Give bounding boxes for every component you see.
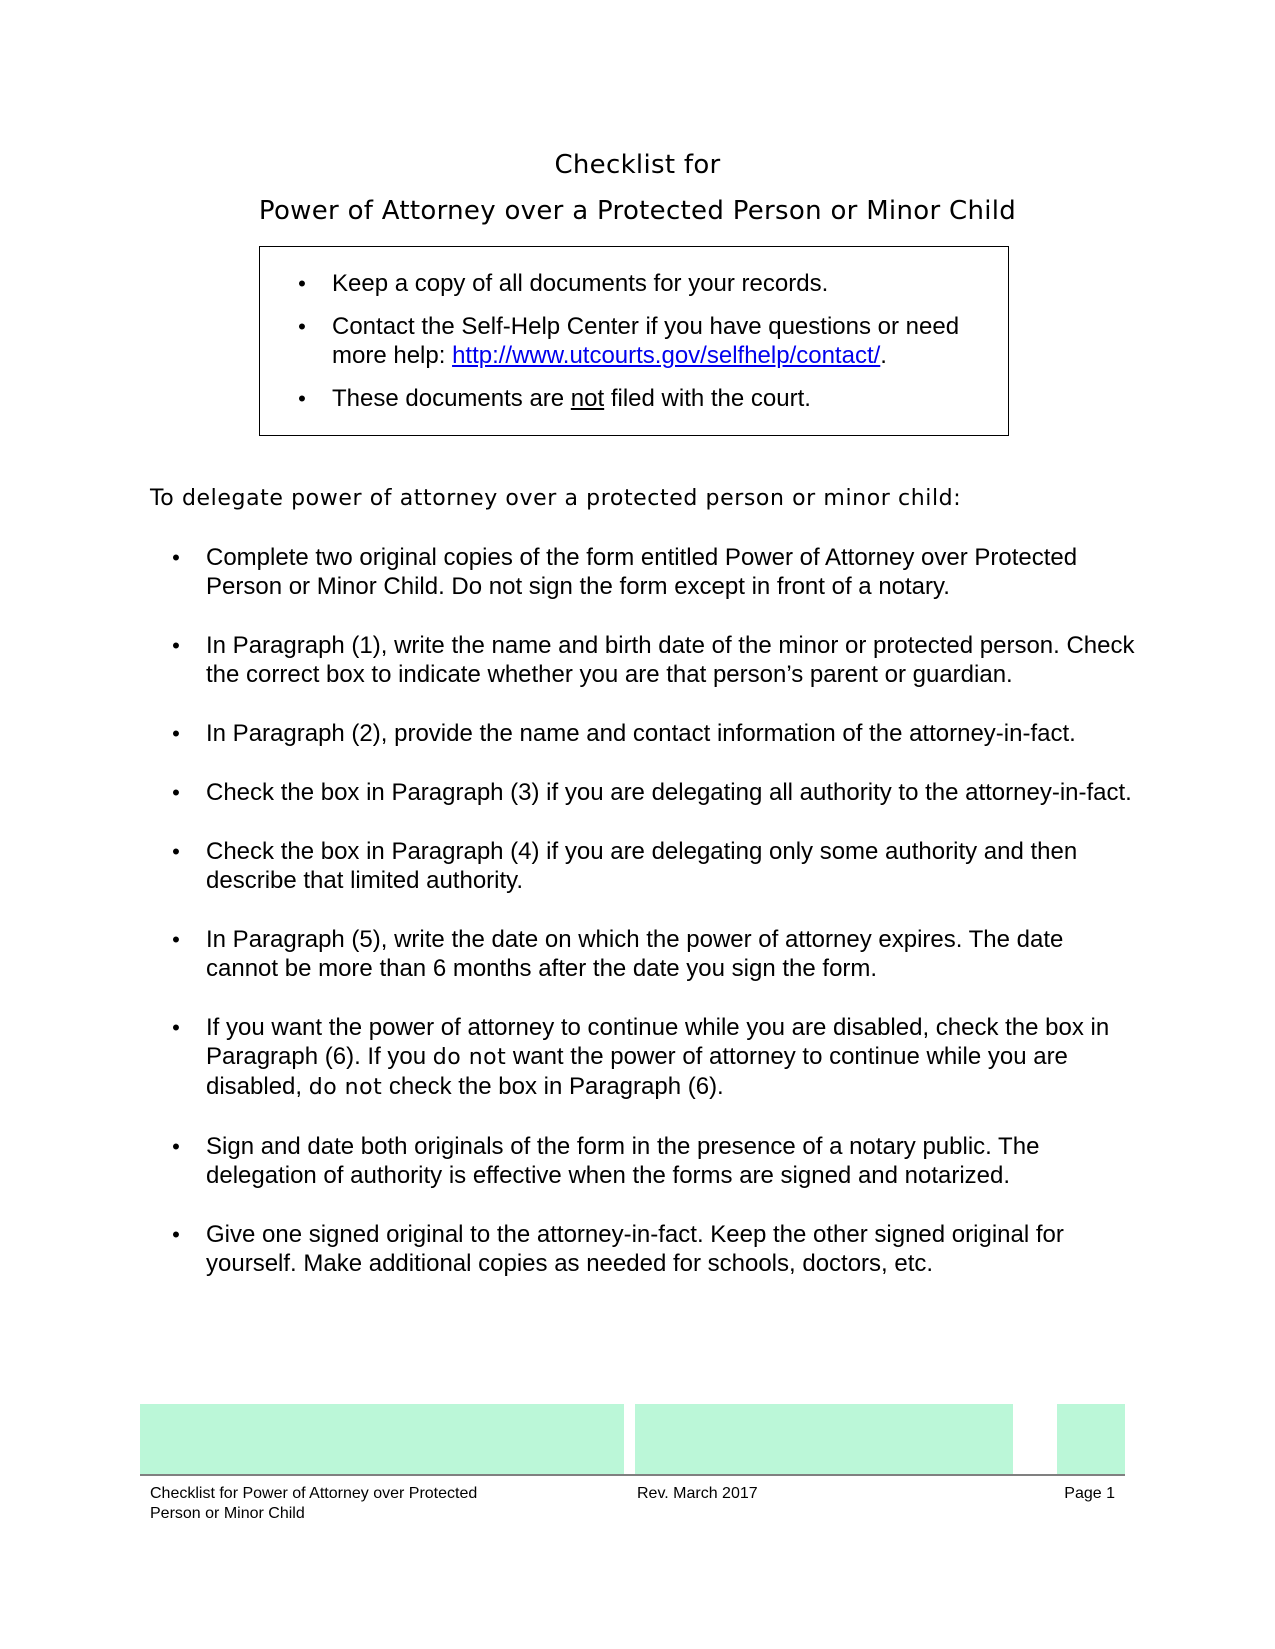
list-item xyxy=(166,543,1136,601)
bullet-icon: • xyxy=(172,780,180,805)
underlined-emphasis: not xyxy=(570,385,605,412)
footer-document-title: Checklist for Power of Attorney over Protected Person or Minor Child xyxy=(150,1485,478,1522)
footer-divider xyxy=(140,1474,1125,1476)
bullet-icon: • xyxy=(172,839,180,864)
notice-item-text-end: . xyxy=(880,342,887,369)
step-text: Give one signed original to the attorney-in-fact. Keep the other signed original for yourself. Make additional copies as needed for schools, doctors, etc. xyxy=(206,1221,1064,1277)
step-text: want the power of attorney to continue while you are disabled, xyxy=(206,1043,1068,1100)
step-text: Complete two original copies of the form entitled Power of Attorney over Protected Person or Minor Child. Do not sign the form except in front of a notary. xyxy=(206,544,1078,600)
list-item xyxy=(166,1013,1136,1102)
step-text: check the box in Paragraph (6). xyxy=(382,1073,724,1100)
list-item xyxy=(166,837,1136,895)
step-text: In Paragraph (2), provide the name and contact information of the attorney-in-fact. xyxy=(206,720,1076,747)
notice-item-text: These documents are xyxy=(332,385,571,412)
step-text: In Paragraph (1), write the name and birth date of the minor or protected person. Check the correct box to indicate whether you are that person’s parent or guardian. xyxy=(206,632,1135,688)
bullet-icon: • xyxy=(298,314,306,339)
list-item xyxy=(166,778,1136,807)
bullet-icon: • xyxy=(298,271,306,296)
emphasis-text: do not xyxy=(432,1045,507,1070)
footer-revision: Rev. March 2017 xyxy=(637,1485,758,1502)
footer-band-right xyxy=(1057,1404,1125,1474)
self-help-contact-link[interactable]: http://www.utcourts.gov/selfhelp/contact/ xyxy=(452,342,881,369)
step-text: Sign and date both originals of the form in the presence of a notary public. The delegation of authority is effective when the forms are signed and notarized. xyxy=(206,1133,1040,1189)
notice-item xyxy=(292,269,992,298)
bullet-icon: • xyxy=(172,545,180,570)
list-item xyxy=(166,719,1136,748)
notice-item-text-end: filed with the court. xyxy=(604,385,811,412)
emphasis-text: do not xyxy=(308,1075,383,1100)
list-item xyxy=(166,631,1136,689)
page-title-line-1: Checklist for xyxy=(554,150,721,180)
notice-item xyxy=(292,384,992,413)
bullet-icon: • xyxy=(172,1222,180,1247)
notice-box xyxy=(259,246,1009,436)
bullet-icon: • xyxy=(172,633,180,658)
step-text: In Paragraph (5), write the date on which the power of attorney expires. The date cannot be more than 6 months after the date you sign the form. xyxy=(206,926,1064,982)
list-item xyxy=(166,925,1136,983)
notice-item-text: Keep a copy of all documents for your records. xyxy=(332,270,829,297)
bullet-icon: • xyxy=(172,1015,180,1040)
bullet-icon: • xyxy=(172,1134,180,1159)
bullet-icon: • xyxy=(172,721,180,746)
steps-list xyxy=(166,543,1136,1308)
footer-band-left xyxy=(140,1404,624,1474)
bullet-icon: • xyxy=(172,927,180,952)
step-text: Check the box in Paragraph (4) if you are delegating only some authority and then describe that limited authority. xyxy=(206,838,1078,894)
list-item xyxy=(166,1220,1136,1278)
list-item xyxy=(166,1132,1136,1190)
bullet-icon: • xyxy=(298,386,306,411)
footer-band-middle xyxy=(635,1404,1013,1474)
step-text: Check the box in Paragraph (3) if you are delegating all authority to the attorney-in-fact. xyxy=(206,779,1132,806)
step-text: If you want the power of attorney to continue while you are disabled, check the box in Paragraph (6). If you xyxy=(206,1014,1110,1070)
notice-item-text: Contact the Self-Help Center if you have questions or need more help: xyxy=(332,313,960,369)
intro-heading: To delegate power of attorney over a protected person or minor child: xyxy=(150,486,962,511)
notice-list xyxy=(292,269,992,427)
notice-item xyxy=(292,312,992,370)
page-title-line-2: Power of Attorney over a Protected Person or Minor Child xyxy=(258,196,1017,226)
footer-page-number: Page 1 xyxy=(1064,1485,1115,1502)
